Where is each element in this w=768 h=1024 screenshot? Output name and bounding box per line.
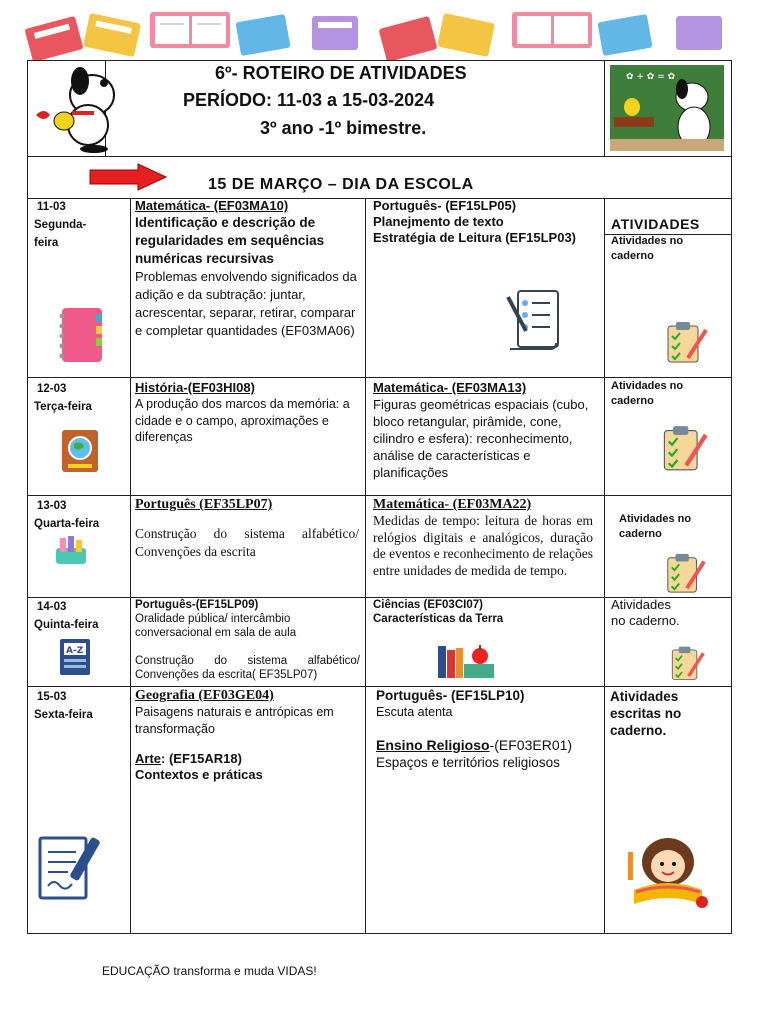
open-book-icon (150, 12, 230, 48)
period-title: PERÍODO: 11-03 a 15-03-2024 (183, 90, 435, 110)
subject-label: Ensino Religioso (376, 737, 490, 753)
subject-label: Arte (135, 751, 162, 766)
book-icon (597, 14, 652, 56)
lesson-cell (135, 198, 360, 340)
book-icon (437, 13, 495, 57)
day-cell (34, 688, 124, 724)
activity-text: Atividades no caderno (611, 235, 684, 262)
subject-label: Ciências (EF03CI07) (373, 599, 483, 611)
day-weekday: Quinta-feira (34, 619, 99, 631)
activity-cell (611, 597, 721, 629)
clipboard-icon (664, 320, 708, 364)
day-date: 14-03 (37, 601, 67, 613)
books-banner (0, 0, 768, 60)
arrow-right-icon (88, 162, 168, 192)
lesson-cell (373, 497, 593, 579)
lesson-cell (376, 688, 598, 771)
pencil-case-icon (54, 534, 88, 566)
document-pen-icon (36, 832, 114, 904)
lesson-text: Espaços e territórios religiosos (376, 755, 560, 770)
snoopy-woodstock-icon (32, 63, 124, 153)
day-cell (34, 497, 124, 533)
activities-header: ATIVIDADES (611, 216, 700, 232)
book-icon (235, 14, 290, 56)
book-icon (378, 16, 437, 60)
lesson-text: Contextos e práticas (135, 767, 263, 782)
notebook-icon (56, 306, 106, 364)
day-weekday: Terça-feira (34, 401, 92, 413)
day-cell (34, 198, 102, 252)
activity-text: no caderno. (611, 613, 680, 628)
lesson-cell (135, 598, 360, 682)
day-date: 13-03 (37, 500, 67, 512)
globe-book-icon (58, 428, 104, 474)
activity-text: Atividades no caderno (619, 513, 692, 540)
clipboard-icon (660, 424, 708, 472)
day-cell (34, 380, 102, 416)
subject-code: : (EF15AR18) (161, 751, 242, 766)
lesson-cell (373, 380, 598, 481)
day-date: 11-03 (37, 201, 66, 213)
school-day-title: 15 DE MARÇO – DIA DA ESCOLA (208, 176, 474, 193)
day-weekday: Sexta-feira (34, 709, 93, 721)
lesson-text: Medidas de tempo: leitura de horas em relógios digitais e analógicos, duração de eventos e reconhecimento de relações entre unidades de medida de tempo. (373, 513, 594, 578)
books-apple-icon (436, 642, 498, 680)
lesson-topic: Identificação e descrição de regularidades em sequências numéricas recursivas (135, 215, 325, 266)
lesson-text: Figuras geométricas espaciais (cubo, bloco retangular, pirâmide, cone, cilindro e esfera): reconhecimento, análise de características e planificações (373, 397, 589, 480)
lesson-cell (373, 198, 595, 246)
subject-label: História-(EF03HI08) (135, 380, 255, 395)
open-book-icon (512, 12, 592, 48)
clipboard-icon (664, 552, 706, 594)
footer-motto: EDUCAÇÃO transforma e muda VIDAS! (102, 964, 317, 978)
lesson-text: Paisagens naturais e antrópicas em transformação (135, 705, 334, 736)
book-icon (83, 13, 141, 57)
dictionary-icon (56, 637, 94, 677)
subject-label: Português (EF35LP07) (135, 497, 273, 512)
activity-text: Atividades (611, 597, 671, 612)
subject-label: Geografia (EF03GE04) (135, 688, 274, 703)
snoopy-blackboard-icon (608, 63, 726, 153)
lesson-text: Problemas envolvendo significados da adição e da subtração: juntar, acrescentar, separar, retirar, comparar e completar quantidades (EF03MA06) (135, 269, 357, 338)
document-title: 6º- ROTEIRO DE ATIVIDADES (215, 63, 467, 83)
lesson-text: Oralidade pública/ intercâmbio conversacional em sala de aula (135, 613, 297, 639)
lesson-text: Escuta atenta (376, 705, 453, 719)
day-date: 15-03 (37, 691, 67, 703)
activity-text: Atividades no caderno (611, 380, 684, 407)
book-icon (312, 16, 358, 50)
lesson-cell (135, 688, 365, 783)
subject-label: Matemática- (EF03MA22) (373, 497, 532, 512)
lesson-topic: Estratégia de Leitura (EF15LP03) (373, 230, 577, 245)
girl-reading-icon (622, 832, 714, 912)
subject-label: Português- (EF15LP10) (376, 688, 525, 703)
book-icon (24, 16, 83, 60)
book-icon (676, 16, 722, 50)
lesson-cell (135, 497, 359, 561)
day-date: 12-03 (37, 383, 67, 395)
grade-title: 3º ano -1º bimestre. (260, 118, 427, 138)
svg-text:✿ + ✿ = ✿: ✿ + ✿ = ✿ (626, 72, 676, 82)
lesson-text: Construção do sistema alfabético/ Convenções da escrita (135, 526, 359, 559)
lesson-cell (135, 380, 360, 446)
lesson-text: Construção do sistema alfabético/ Convenções da escrita( EF35LP07) (135, 655, 360, 681)
subject-label: Português- (EF15LP05) (373, 198, 517, 213)
lesson-cell (373, 598, 595, 626)
day-weekday: Quarta-feira (34, 518, 100, 530)
checklist-icon (504, 287, 566, 355)
subject-label: Português-(EF15LP09) (135, 599, 259, 611)
day-weekday: Segunda-feira (34, 219, 87, 249)
subject-label: Matemática- (EF03MA10) (135, 198, 289, 213)
subject-label: Matemática- (EF03MA13) (373, 380, 527, 395)
lesson-text: Características da Terra (373, 613, 504, 625)
day-cell (34, 598, 124, 634)
subject-code: -(EF03ER01) (489, 737, 573, 753)
svg-text:A-Z: A-Z (66, 646, 84, 656)
activity-text: Atividades escritas no caderno. (610, 689, 682, 738)
lesson-topic: Planejmento de texto (373, 214, 504, 229)
clipboard-icon (668, 645, 706, 681)
lesson-text: A produção dos marcos da memória: a cidade e o campo, aproximações e diferenças (135, 397, 350, 444)
